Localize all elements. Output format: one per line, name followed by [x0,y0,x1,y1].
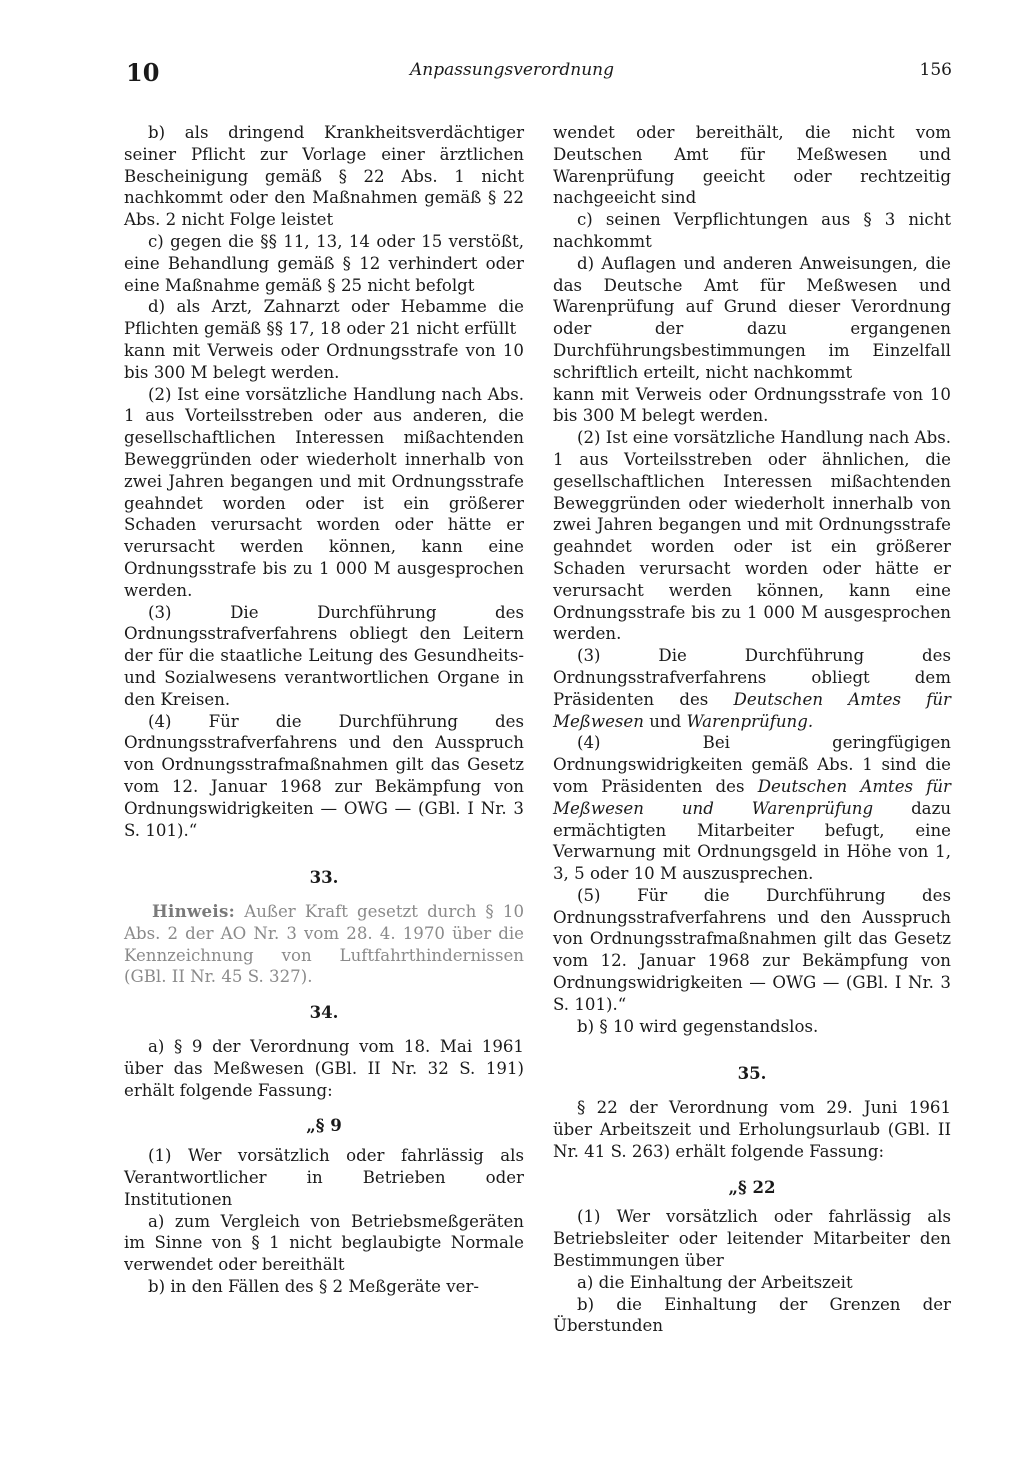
running-title: Anpassungsverordnung [410,60,614,80]
paragraph: kann mit Verweis oder Ordnungsstrafe von 10 bis 300 M belegt werden. [124,340,524,382]
paragraph: c) seinen Verpflichtungen aus § 3 nicht nachkommt [553,210,951,251]
text-run: (3) Die Durchführung des Ordnungsstrafverfahrens obliegt dem Präsidenten des [553,646,951,709]
paragraph: a) zum Vergleich von Betriebsmeßgeräten im Sinne von § 1 nicht beglaubigte Normale verwendet oder bereithält [124,1211,524,1275]
paragraph: a) die Einhaltung der Arbeitszeit [577,1272,853,1292]
italic-text: Warenprüfung. [686,711,814,731]
paragraph: § 22 der Verordnung vom 29. Juni 1961 über Arbeitszeit und Erholungsurlaub (GBl. II Nr. 41 S. 263) erhält folgende Fassung: [553,1098,951,1161]
hinweis-note [124,901,524,988]
paragraph: (4) Für die Durchführung des Ordnungsstrafverfahrens und den Ausspruch von Ordnungsstrafmaßnahmen gilt das Gesetz vom 12. Januar 1968 zur Bekämpfung von Ordnungswidrigkeiten — OWG — (GBl. I Nr. 3 S. 101).“ [124,711,524,840]
text-run: (4) Bei geringfügigen Ordnungswidrigkeiten gemäß Abs. 1 sind die vom Präsidenten des [553,733,951,796]
hinweis-label: Hinweis: [152,901,236,922]
paragraph: d) als Arzt, Zahnarzt oder Hebamme die Pflichten gemäß §§ 17, 18 oder 21 nicht erfüllt [124,297,524,339]
text-run: dazu ermächtigten Mitarbeiter befugt, eine Verwarnung mit Ordnungsgeld in Höhe von 1, 3, 5 oder 10 M auszusprechen. [553,798,952,884]
paragraph: kann mit Verweis oder Ordnungsstrafe von 10 bis 300 M belegt werden. [553,384,951,426]
section-number: 34. [309,1002,339,1023]
paragraph: wendet oder bereithält, die nicht vom Deutschen Amt für Meßwesen und Warenprüfung geeicht oder rechtzeitig nachgeeicht sind [553,123,951,208]
hinweis-text: Außer Kraft gesetzt durch § 10 Abs. 2 der AO Nr. 3 vom 28. 4. 1970 über die Kennzeichnung von Luftfahrthindernissen (GBl. II Nr. 45 S. 327). [124,902,524,987]
paragraph: (1) Wer vorsätzlich oder fahrlässig als Betriebsleiter oder leitender Mitarbeiter den Bestimmungen über [553,1207,951,1271]
paragraph: b) § 10 wird gegenstandslos. [577,1016,819,1036]
page-number-right: 156 [919,60,952,80]
paragraph: b) in den Fällen des § 2 Meßgeräte ver- [148,1277,480,1297]
section-number: 33. [309,867,339,888]
paragraph [553,732,951,885]
paragraph: (2) Ist eine vorsätzliche Handlung nach Abs. 1 aus Vorteilsstreben oder aus anderen, die gesellschaftlichen Interessen mißachtenden Beweggründen oder wiederholt innerhalb von zwei Jahren begangen und mit Ordnungsstrafe geahndet worden oder ist ein größerer Schaden verursacht worden oder hätte er verursacht werden können, kann eine Ordnungsstrafe bis zu 1 000 M ausgesprochen werden. [124,384,524,600]
paragraph: (1) Wer vorsätzlich oder fahrlässig als Verantwortlicher in Betrieben oder Institutionen [124,1146,524,1209]
paragraph-title: „§ 22 [728,1176,776,1197]
paragraph: (5) Für die Durchführung des Ordnungsstrafverfahrens und den Ausspruch von Ordnungsstrafmaßnahmen gilt das Gesetz vom 12. Januar 1968 zur Bekämpfung von Ordnungswidrigkeiten — OWG — (GBl. I Nr. 3 S. 101).“ [553,885,951,1014]
paragraph: b) als dringend Krankheitsverdächtiger seiner Pflicht zur Vorlage einer ärztlichen Bescheinigung gemäß § 22 Abs. 1 nicht nachkommt oder den Maßnahmen gemäß § 22 Abs. 2 nicht Folge leistet [124,123,524,230]
italic-text: Deutschen Amtes für Meßwesen und Warenprüfung [553,776,951,818]
paragraph-title: „§ 9 [306,1115,342,1136]
paragraph [553,645,951,732]
text-run: und [649,711,682,731]
paragraph: (3) Die Durchführung des Ordnungsstrafverfahrens obliegt den Leitern der für die staatliche Leitung des Gesundheits- und Sozialwesens verantwortlichen Organe in den Kreisen. [124,602,524,709]
section-number: 35. [737,1063,767,1084]
paragraph: b) die Einhaltung der Grenzen der Überstunden [553,1294,951,1336]
paragraph: (2) Ist eine vorsätzliche Handlung nach Abs. 1 aus Vorteilsstreben oder ähnlichen, die gesellschaftlichen Interessen mißachtenden Beweggründen oder wiederholt innerhalb von zwei Jahren begangen und mit Ordnungsstrafe geahndet worden oder ist ein größerer Schaden verursacht worden oder hätte er verursacht werden können, kann eine Ordnungsstrafe bis zu 1 000 M ausgesprochen werden. [553,428,951,644]
left-column [124,122,524,1298]
italic-text: Deutschen Amtes für Meßwesen [553,689,951,731]
paragraph: c) gegen die §§ 11, 13, 14 oder 15 verstößt, eine Behandlung gemäß § 12 verhindert oder eine Maßnahme gemäß § 25 nicht befolgt [124,231,524,295]
page-header [0,58,1024,88]
paragraph: a) § 9 der Verordnung vom 18. Mai 1961 über das Meßwesen (GBl. II Nr. 32 S. 191) erhält folgende Fassung: [124,1037,524,1100]
paragraph: d) Auflagen und anderen Anweisungen, die das Deutsche Amt für Meßwesen und Warenprüfung auf Grund dieser Verordnung oder der dazu ergangenen Durchführungsbestimmungen im Einzelfall schriftlich erteilt, nicht nachkommt [553,253,951,382]
right-column [553,122,951,1337]
page-number-left: 10 [126,58,160,87]
